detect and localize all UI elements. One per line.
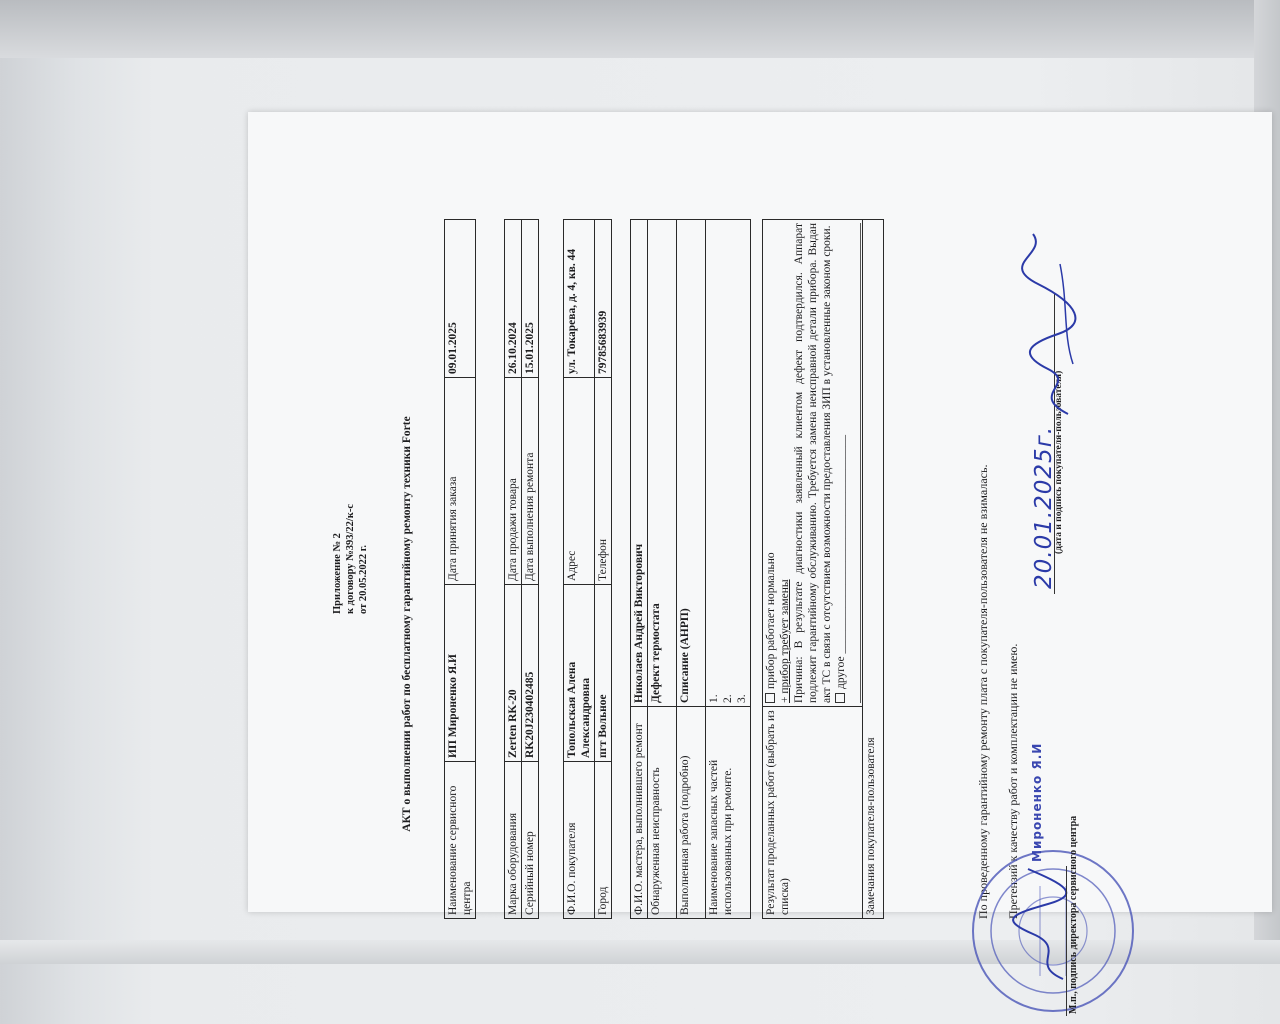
parts-item-3: 3. xyxy=(736,694,749,703)
checkbox-icon xyxy=(765,693,775,703)
parts-item-2: 2. xyxy=(722,694,735,703)
remarks-label: Замечания покупателя-пользователя xyxy=(863,220,884,919)
serial-value: RK20J230402485 xyxy=(522,585,539,762)
result-option-other-text: другое xyxy=(835,656,848,689)
customer-name-label: Ф.И.О. покупателя xyxy=(564,762,595,919)
parts-label: Наименование запасных частей использованных при ремонте. xyxy=(706,707,751,919)
result-options xyxy=(763,220,863,707)
service-center-label: Наименование сервисного центра xyxy=(445,762,476,919)
customer-signature-caption: (дата и подпись покупателя-пользователя) xyxy=(1054,370,1064,554)
checkbox-icon xyxy=(835,693,845,703)
fault-label: Обнаруженная неисправность xyxy=(648,707,677,919)
result-table xyxy=(762,219,884,919)
name-stamp: Мироненко Я.И xyxy=(1030,742,1044,862)
service-center-value: ИП Мироненко Я.И xyxy=(445,585,476,762)
master-value: Николаев Андрей Викторович xyxy=(631,220,648,707)
brand-label: Марка оборудования xyxy=(505,762,522,919)
parts-item-1: 1. xyxy=(708,694,721,703)
order-date-label: Дата принятия заказа xyxy=(445,378,476,585)
service-center-table xyxy=(444,219,476,919)
warranty-act-page xyxy=(248,224,1272,1024)
address-value: ул. Токарева, д. 4, кв. 44 xyxy=(564,220,595,378)
parts-list xyxy=(706,220,751,707)
phone-label: Телефон xyxy=(595,378,612,585)
city-label: Город xyxy=(595,762,612,919)
document-title: АКТ о выполнении работ по бесплатному гарантийному ремонту техники Forte xyxy=(401,416,413,832)
repair-date-label: Дата выполнения ремонта xyxy=(522,378,539,585)
customer-signature xyxy=(1018,224,1088,424)
work-value: Списание (АНРП) xyxy=(677,220,706,707)
payment-note: По проведенному гарантийному ремонту плата с покупателя-пользователя не взималась. xyxy=(976,464,990,919)
appendix-line-3: от 20.05.2022 г. xyxy=(357,545,369,614)
result-reason: Причина: В результате диагностики заявленный клиентом дефект подтвердился. Аппарат подлежит гарантийному обслуживанию. Требуется замена неисправной детали прибора. Выдан акт ТС в связи с отсутствием возможности предоставления ЗИП в установленные законом сроки. xyxy=(793,223,834,703)
order-date-value: 09.01.2025 xyxy=(445,220,476,378)
appendix-line-2: к договору №393/22/к-с xyxy=(344,504,356,614)
handwritten-date: 20.01.2025г. xyxy=(1031,425,1057,589)
address-label: Адрес xyxy=(564,378,595,585)
work-label: Выполненная работа (подробно) xyxy=(677,707,706,919)
result-option-other: другое ______________________________________ xyxy=(834,223,848,703)
result-label: Результат проделанных работ (выбрать из списка) xyxy=(763,707,863,919)
customer-table xyxy=(563,219,612,919)
result-blank-line xyxy=(848,223,861,703)
appendix-header xyxy=(332,354,370,614)
director-signature-line xyxy=(1066,866,1067,1016)
city-value: пгт Вольное xyxy=(595,585,612,762)
sale-date-label: Дата продажи товара xyxy=(505,378,522,585)
claims-note: Претензий к качеству работ и комплектации не имею. xyxy=(1006,643,1020,919)
result-option-normal-text: прибор работает нормально xyxy=(765,552,777,689)
repair-date-value: 15.01.2025 xyxy=(522,220,539,378)
master-label: Ф.И.О. мастера, выполнившего ремонт xyxy=(631,707,648,919)
appendix-line-1: Приложение № 2 xyxy=(332,533,343,614)
phone-value: 79785683939 xyxy=(595,220,612,378)
customer-name-value: Топольская Алена Александровна xyxy=(564,585,595,762)
result-option-replace: + прибор требует замены xyxy=(779,579,792,703)
fault-value: Дефект термостата xyxy=(648,220,677,707)
equipment-table xyxy=(504,219,539,919)
result-option-normal xyxy=(764,223,778,703)
serial-label: Серийный номер xyxy=(522,762,539,919)
repair-table xyxy=(630,219,751,919)
desk-background-top xyxy=(0,0,1280,58)
director-signature-caption: М.п., подпись директора сервисного центра xyxy=(1068,815,1079,1014)
brand-value: Zerten RK-20 xyxy=(505,585,522,762)
sale-date-value: 26.10.2024 xyxy=(505,220,522,378)
